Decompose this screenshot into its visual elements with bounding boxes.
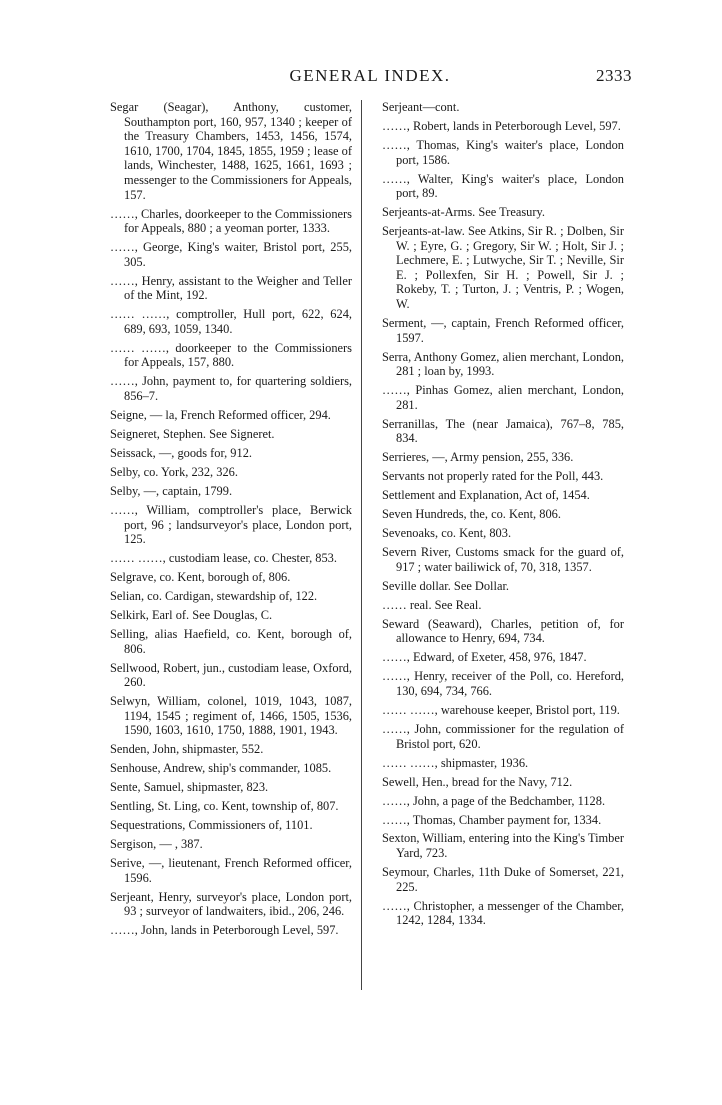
- page-header: [110, 66, 630, 88]
- index-entry: ……, John, a page of the Bedchamber, 1128.: [382, 793, 606, 808]
- index-entry: ……, Thomas, King's waiter's place, London port, 1586.: [382, 137, 624, 167]
- index-entry: Serjeants-at-law. See Atkins, Sir R. ; Dolben, Sir W. ; Eyre, G. ; Gregory, Sir W. ; Holt, Sir J. ; Lechmere, E. ; Lutwyche, Sir T. ; Neville, Sir E. ; Pollexfen, Sir H. ; Powell, Sir J. ; Rokeby, T. ; Turton, J. ; Ventris, P. ; Wogen, W.: [382, 224, 624, 312]
- index-entry: Sexton, William, entering into the King's Timber Yard, 723.: [382, 831, 624, 861]
- index-entry: Sequestrations, Commissioners of, 1101.: [110, 818, 313, 833]
- index-entry: …… ……, comptroller, Hull port, 622, 624, 689, 693, 1059, 1340.: [110, 307, 352, 336]
- index-entry: Selwyn, William, colonel, 1019, 1043, 1087, 1194, 1545 ; regiment of, 1466, 1505, 1536, 1590, 1603, 1610, 1750, 1888, 1901, 1943.: [110, 694, 352, 738]
- index-entry: ……, Henry, receiver of the Poll, co. Hereford, 130, 694, 734, 766.: [382, 669, 624, 698]
- index-entry: Selby, —, captain, 1799.: [110, 483, 233, 498]
- index-entry: ……, Edward, of Exeter, 458, 976, 1847.: [382, 650, 587, 665]
- index-entry: Serrieres, —, Army pension, 255, 336.: [382, 450, 574, 465]
- index-entry: Selby, co. York, 232, 326.: [110, 464, 238, 479]
- index-entry: Serjeant—cont.: [382, 100, 460, 114]
- index-entry: Sevenoaks, co. Kent, 803.: [382, 526, 512, 541]
- index-entry: Selian, co. Cardigan, stewardship of, 122.: [110, 589, 318, 604]
- column-divider: [361, 100, 362, 990]
- index-entry: Serjeant, Henry, surveyor's place, London port, 93 ; surveyor of landwaiters, ibid., 206, 246.: [110, 889, 352, 919]
- index-entry: Seigneret, Stephen. See Signeret.: [110, 427, 275, 441]
- index-column-left: [110, 100, 352, 942]
- index-entry: ……, John, payment to, for quartering soldiers, 856–7.: [110, 374, 352, 404]
- index-entry: …… ……, shipmaster, 1936.: [382, 755, 529, 770]
- index-entry: ……, Charles, doorkeeper to the Commissioners for Appeals, 880 ; a yeoman porter, 1333.: [110, 206, 352, 236]
- index-entry: Senhouse, Andrew, ship's commander, 1085.: [110, 761, 332, 776]
- index-entry: …… ……, doorkeeper to the Commissioners for Appeals, 157, 880.: [110, 340, 352, 370]
- index-entry: ……, John, lands in Peterborough Level, 597.: [110, 923, 339, 938]
- index-entry: Seville dollar. See Dollar.: [382, 578, 509, 593]
- index-entry: Serment, —, captain, French Reformed officer, 1597.: [382, 316, 624, 345]
- index-entry: Sellwood, Robert, jun., custodiam lease, Oxford, 260.: [110, 660, 352, 690]
- index-entry: ……, Pinhas Gomez, alien merchant, London, 281.: [382, 383, 624, 412]
- index-entry: Sente, Samuel, shipmaster, 823.: [110, 780, 269, 795]
- index-entry: Serjeants-at-Arms. See Treasury.: [382, 205, 545, 220]
- index-entry: Selgrave, co. Kent, borough of, 806.: [110, 570, 291, 585]
- index-entry: Sergison, — , 387.: [110, 837, 203, 852]
- index-entry: ……, Henry, assistant to the Weigher and Teller of the Mint, 192.: [110, 273, 352, 303]
- index-entry: Severn River, Customs smack for the guard of, 917 ; water bailiwick of, 70, 318, 1357.: [382, 545, 624, 574]
- index-entry: Seward (Seaward), Charles, petition of, for allowance to Henry, 694, 734.: [382, 616, 624, 646]
- index-entry: Seigne, — la, French Reformed officer, 294.: [110, 408, 331, 423]
- index-entry: Seissack, —, goods for, 912.: [110, 445, 252, 460]
- index-entry: Sentling, St. Ling, co. Kent, township of, 807.: [110, 799, 339, 814]
- index-entry: Selling, alias Haefield, co. Kent, borough of, 806.: [110, 627, 352, 656]
- index-entry: …… ……, custodiam lease, co. Chester, 853.: [110, 551, 337, 566]
- page-number: 2333: [596, 66, 632, 85]
- index-entry: Segar (Seagar), Anthony, customer, Southampton port, 160, 957, 1340 ; keeper of the Treasury Chambers, 1453, 1456, 1574, 1610, 1700, 1704, 1845, 1855, 1959 ; lease of lands, Winchester, 1488, 1625, 1661, 1693 ; messenger to the Commissioners for Appeals, 157.: [110, 100, 352, 202]
- index-entry: ……, John, commissioner for the regulation of Bristol port, 620.: [382, 721, 624, 751]
- index-entry: Sewell, Hen., bread for the Navy, 712.: [382, 774, 573, 789]
- index-entry: …… ……, warehouse keeper, Bristol port, 119.: [382, 702, 620, 717]
- index-entry: Servants not properly rated for the Poll, 443.: [382, 469, 604, 484]
- index-entry: Seymour, Charles, 11th Duke of Somerset, 221, 225.: [382, 865, 624, 894]
- index-entry: ……, William, comptroller's place, Berwick port, 96 ; landsurveyor's place, London port, 125.: [110, 502, 352, 547]
- index-entry: Serive, —, lieutenant, French Reformed officer, 1596.: [110, 856, 352, 885]
- index-entry: Settlement and Explanation, Act of, 1454.: [382, 488, 590, 503]
- page-title: GENERAL INDEX.: [289, 66, 451, 85]
- index-entry: Senden, John, shipmaster, 552.: [110, 742, 264, 757]
- index-entry: ……, Thomas, Chamber payment for, 1334.: [382, 812, 602, 827]
- index-entry: Selkirk, Earl of. See Douglas, C.: [110, 608, 273, 623]
- index-entry: ……, George, King's waiter, Bristol port, 255, 305.: [110, 240, 352, 269]
- index-entry: Serra, Anthony Gomez, alien merchant, London, 281 ; loan by, 1993.: [382, 349, 624, 379]
- index-entry: …… real. See Real.: [382, 597, 482, 612]
- index-entry: Seven Hundreds, the, co. Kent, 806.: [382, 507, 561, 522]
- index-column-right: [382, 100, 624, 932]
- index-entry: ……, Walter, King's waiter's place, London port, 89.: [382, 171, 624, 201]
- index-entry: ……, Robert, lands in Peterborough Level, 597.: [382, 118, 621, 133]
- index-entry: Serranillas, The (near Jamaica), 767–8, 785, 834.: [382, 416, 624, 446]
- index-entry: ……, Christopher, a messenger of the Chamber, 1242, 1284, 1334.: [382, 898, 624, 928]
